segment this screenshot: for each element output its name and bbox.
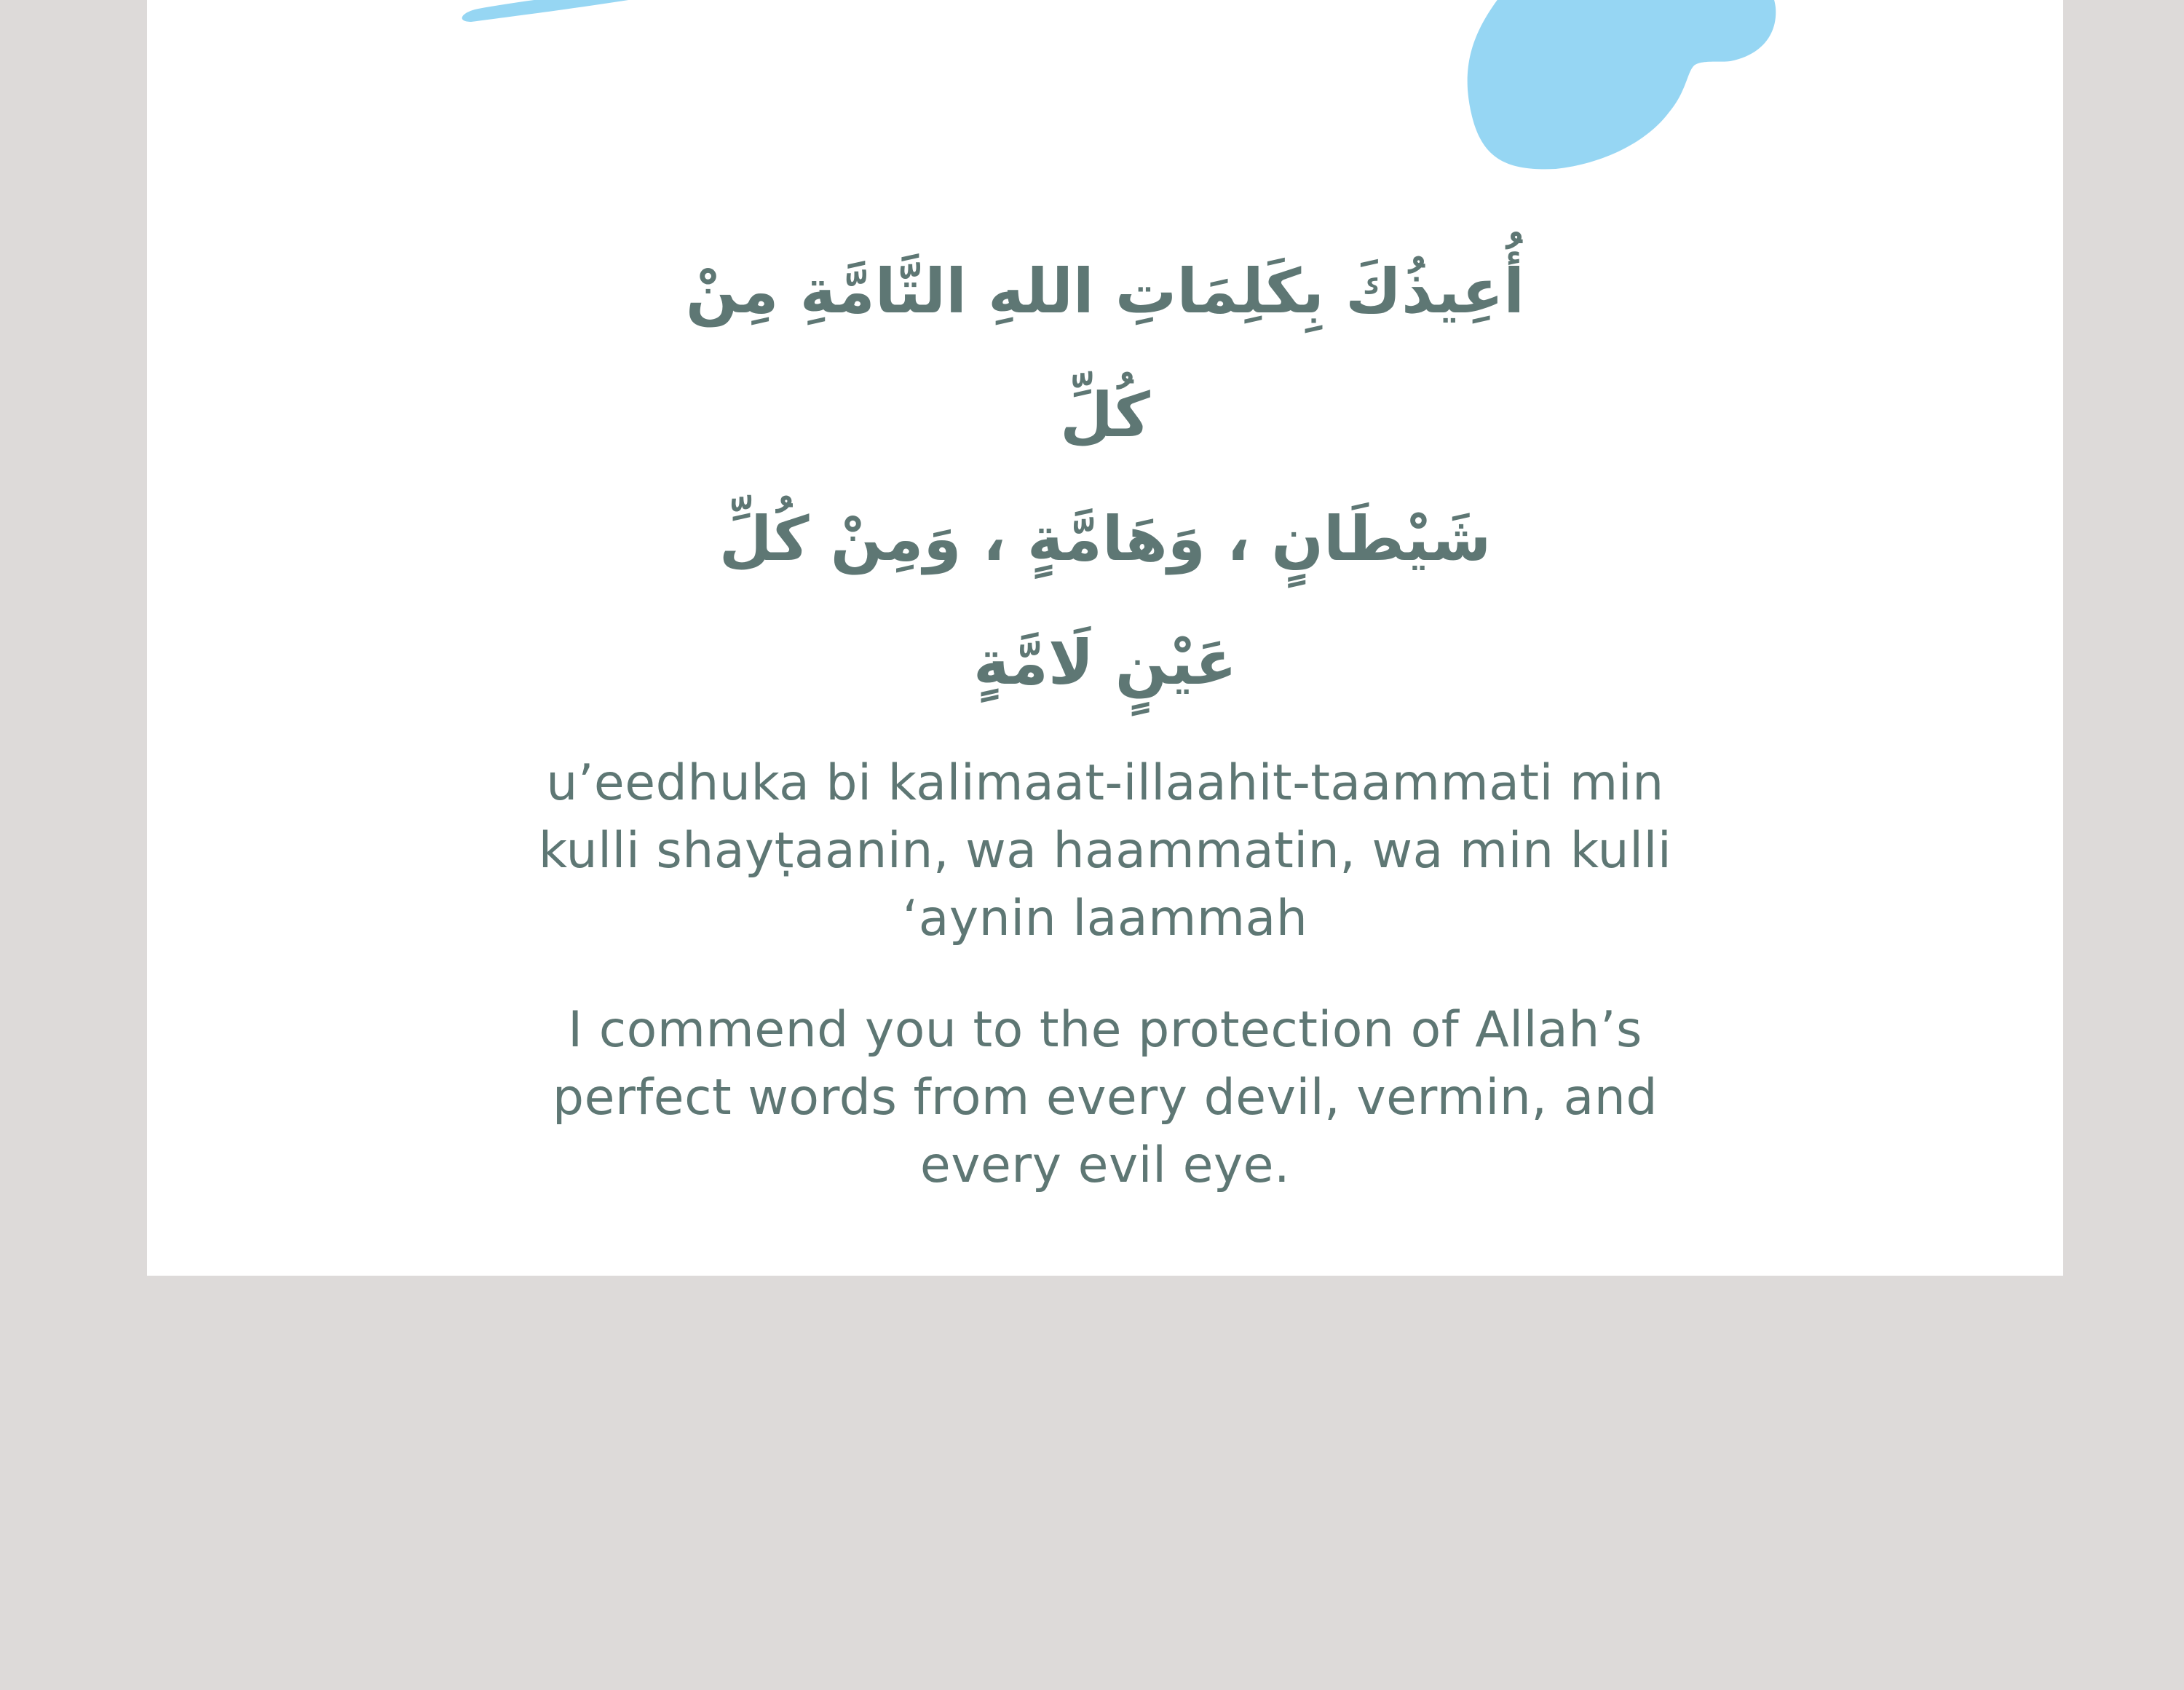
arabic-line-2: شَيْطَانٍ ، وَهَامَّةٍ ، وَمِنْ كُلِّ عَيْنٍ لَامَّةٍ [719, 503, 1492, 698]
blue-paint-splash-icon [1468, 0, 1776, 169]
transliteration-text: u’eedhuka bi kalimaat-illaahit-taammati min kulli shayṭaanin, wa haammatin, wa min kulli ʻaynin laammah [538, 754, 1672, 947]
blue-paint-stroke-icon [462, 0, 671, 22]
decorative-blobs [147, 0, 2063, 189]
dua-content [147, 229, 2063, 1199]
document-page [147, 0, 2063, 1276]
arabic-text [650, 229, 1560, 724]
arabic-line-1: أُعِيذُكَ بِكَلِمَاتِ اللهِ التَّامَّةِ مِنْ كُلِّ [685, 256, 1525, 451]
translation-text: I commend you to the protection of Allah’s perfect words from every devil, vermin, and every evil eye. [552, 1001, 1658, 1194]
